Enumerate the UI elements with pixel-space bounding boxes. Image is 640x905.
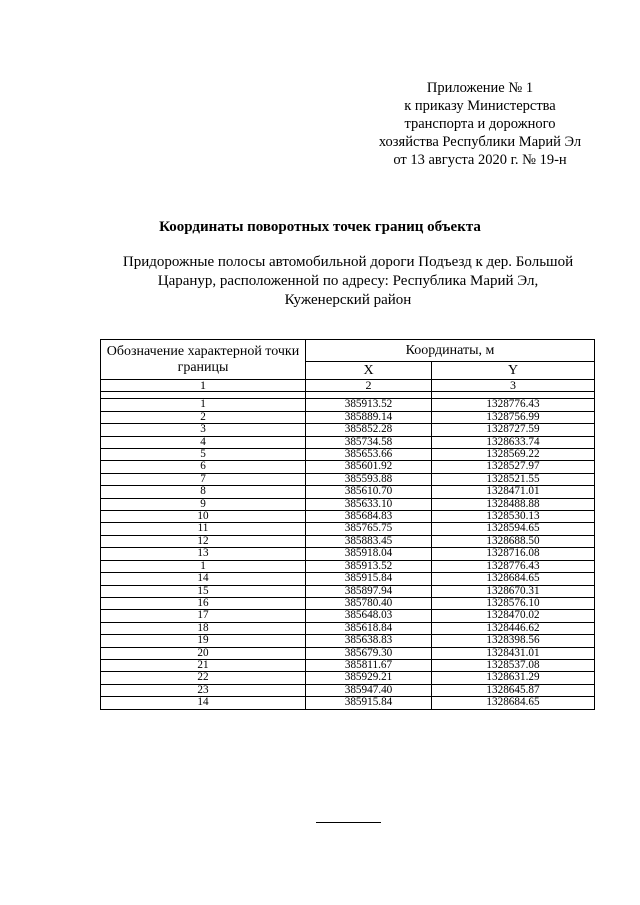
point-number-cell: 18 <box>101 622 306 634</box>
x-coordinate-cell: 385897.94 <box>306 585 432 597</box>
point-number-cell: 21 <box>101 659 306 671</box>
x-coordinate-cell: 385638.83 <box>306 635 432 647</box>
table-row <box>101 411 595 423</box>
y-coordinate-cell: 1328488.88 <box>432 498 595 510</box>
point-number-cell: 3 <box>101 424 306 436</box>
annex-line: к приказу Министерства <box>404 98 556 114</box>
x-coordinate-cell: 385765.75 <box>306 523 432 535</box>
spacer-row <box>101 392 595 399</box>
x-coordinate-cell: 385889.14 <box>306 411 432 423</box>
column-number: 1 <box>101 380 306 392</box>
x-coordinate-cell: 385633.10 <box>306 498 432 510</box>
table-row <box>101 560 595 572</box>
y-coordinate-cell: 1328521.55 <box>432 473 595 485</box>
y-coordinate-cell: 1328776.43 <box>432 560 595 572</box>
point-number-cell: 15 <box>101 585 306 597</box>
subtitle-line: Придорожные полосы автомобильной дороги Подъезд к дер. Большой <box>122 254 574 270</box>
x-coordinate-cell: 385648.03 <box>306 610 432 622</box>
x-coordinate-cell: 385618.84 <box>306 622 432 634</box>
document-subtitle <box>108 253 588 310</box>
table-row <box>101 461 595 473</box>
coordinates-table <box>100 339 595 710</box>
x-coordinate-cell: 385811.67 <box>306 659 432 671</box>
table-row <box>101 535 595 547</box>
y-coordinate-cell: 1328684.65 <box>432 697 595 709</box>
point-number-cell: 8 <box>101 486 306 498</box>
x-coordinate-cell: 385883.45 <box>306 535 432 547</box>
x-coordinate-cell: 385601.92 <box>306 461 432 473</box>
annex-header <box>360 79 600 169</box>
table-row <box>101 573 595 585</box>
table-row <box>101 597 595 609</box>
table-row <box>101 684 595 696</box>
point-number-cell: 16 <box>101 597 306 609</box>
point-number-cell: 2 <box>101 411 306 423</box>
subtitle-line: Куженерский район <box>284 292 412 308</box>
y-coordinate-cell: 1328727.59 <box>432 424 595 436</box>
y-coordinate-cell: 1328530.13 <box>432 511 595 523</box>
y-coordinate-cell: 1328594.65 <box>432 523 595 535</box>
y-coordinate-cell: 1328645.87 <box>432 684 595 696</box>
x-coordinate-cell: 385915.84 <box>306 697 432 709</box>
point-number-cell: 17 <box>101 610 306 622</box>
table-row <box>101 697 595 709</box>
y-coordinate-cell: 1328470.02 <box>432 610 595 622</box>
x-coordinate-cell: 385780.40 <box>306 597 432 609</box>
end-line <box>316 822 381 823</box>
table-row <box>101 610 595 622</box>
x-coordinate-cell: 385915.84 <box>306 573 432 585</box>
table-row <box>101 585 595 597</box>
x-coordinate-cell: 385913.52 <box>306 560 432 572</box>
table-row <box>101 647 595 659</box>
table-row <box>101 399 595 411</box>
point-number-cell: 7 <box>101 473 306 485</box>
x-coordinate-cell: 385947.40 <box>306 684 432 696</box>
y-coordinate-cell: 1328633.74 <box>432 436 595 448</box>
table-body <box>101 380 595 710</box>
y-coordinate-cell: 1328527.97 <box>432 461 595 473</box>
y-coordinate-cell: 1328569.22 <box>432 449 595 461</box>
point-number-cell: 13 <box>101 548 306 560</box>
table-row <box>101 486 595 498</box>
y-coordinate-cell: 1328537.08 <box>432 659 595 671</box>
table-row <box>101 449 595 461</box>
point-number-cell: 22 <box>101 672 306 684</box>
point-number-cell: 6 <box>101 461 306 473</box>
point-number-cell: 23 <box>101 684 306 696</box>
y-coordinate-cell: 1328446.62 <box>432 622 595 634</box>
y-coordinate-cell: 1328431.01 <box>432 647 595 659</box>
point-header: Обозначение характерной точки границы <box>101 340 306 380</box>
y-coordinate-cell: 1328631.29 <box>432 672 595 684</box>
table-row <box>101 498 595 510</box>
x-coordinate-cell: 385734.58 <box>306 436 432 448</box>
table-row <box>101 511 595 523</box>
column-number: 2 <box>306 380 432 392</box>
y-coordinate-cell: 1328398.56 <box>432 635 595 647</box>
y-coordinate-cell: 1328670.31 <box>432 585 595 597</box>
x-coordinate-cell: 385852.28 <box>306 424 432 436</box>
table-row <box>101 659 595 671</box>
table-row <box>101 436 595 448</box>
point-number-cell: 10 <box>101 511 306 523</box>
document-title: Координаты поворотных точек границ объекта <box>159 219 481 235</box>
y-header: Y <box>432 362 595 380</box>
x-coordinate-cell: 385593.88 <box>306 473 432 485</box>
point-number-cell: 20 <box>101 647 306 659</box>
coords-header: Координаты, м <box>306 340 595 362</box>
y-coordinate-cell: 1328471.01 <box>432 486 595 498</box>
annex-line: транспорта и дорожного <box>404 116 556 132</box>
point-number-cell: 4 <box>101 436 306 448</box>
point-number-cell: 11 <box>101 523 306 535</box>
annex-line: хозяйства Республики Марий Эл <box>378 134 582 150</box>
table-row <box>101 548 595 560</box>
y-coordinate-cell: 1328716.08 <box>432 548 595 560</box>
y-coordinate-cell: 1328688.50 <box>432 535 595 547</box>
point-number-cell: 12 <box>101 535 306 547</box>
y-coordinate-cell: 1328684.65 <box>432 573 595 585</box>
point-number-cell: 1 <box>101 560 306 572</box>
column-number-row <box>101 380 595 392</box>
x-coordinate-cell: 385679.30 <box>306 647 432 659</box>
y-coordinate-cell: 1328756.99 <box>432 411 595 423</box>
point-number-cell: 1 <box>101 399 306 411</box>
table-row <box>101 635 595 647</box>
table-row <box>101 424 595 436</box>
subtitle-line: Царанур, расположенной по адресу: Республика Марий Эл, <box>157 273 539 289</box>
point-number-cell: 5 <box>101 449 306 461</box>
x-coordinate-cell: 385684.83 <box>306 511 432 523</box>
x-coordinate-cell: 385913.52 <box>306 399 432 411</box>
x-coordinate-cell: 385653.66 <box>306 449 432 461</box>
table-row <box>101 622 595 634</box>
x-coordinate-cell: 385610.70 <box>306 486 432 498</box>
table-row <box>101 473 595 485</box>
x-coordinate-cell: 385929.21 <box>306 672 432 684</box>
annex-line: от 13 августа 2020 г. № 19-н <box>393 152 567 168</box>
y-coordinate-cell: 1328776.43 <box>432 399 595 411</box>
x-header: X <box>306 362 432 380</box>
point-number-cell: 14 <box>101 573 306 585</box>
column-number: 3 <box>432 380 595 392</box>
annex-line: Приложение № 1 <box>426 80 534 96</box>
point-number-cell: 14 <box>101 697 306 709</box>
table-row <box>101 672 595 684</box>
point-number-cell: 9 <box>101 498 306 510</box>
x-coordinate-cell: 385918.04 <box>306 548 432 560</box>
point-number-cell: 19 <box>101 635 306 647</box>
y-coordinate-cell: 1328576.10 <box>432 597 595 609</box>
table-row <box>101 523 595 535</box>
